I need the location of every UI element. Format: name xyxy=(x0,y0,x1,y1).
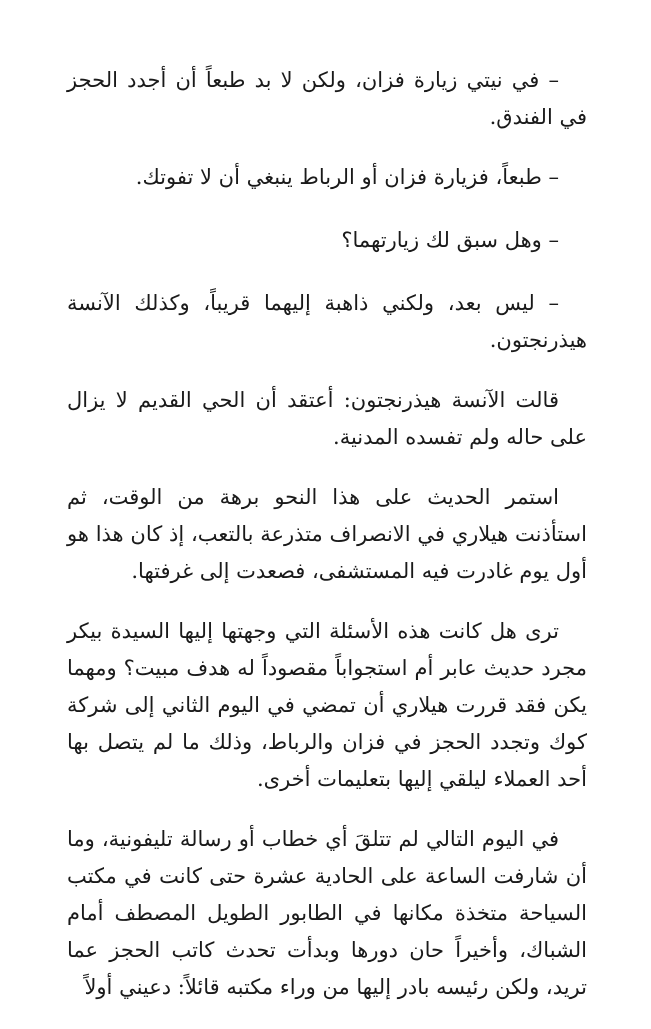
dialogue-paragraph: – وهل سبق لك زيارتهما؟ xyxy=(341,228,559,252)
body-paragraph: ترى هل كانت هذه الأسئلة التي وجهتها إليها السيدة بيكر مجرد حديث عابر أم استجواباً مقصوداً له هدف مبيت؟ ومهما يكن فقد قررت هيلاري أن تمضي في اليوم الثاني إلى شركة كوك وتجدد الحجز في فزان والرباط، وذلك ما لم يتصل بها أحد العملاء ليلقي إليها بتعليمات أخرى. xyxy=(67,619,587,791)
body-paragraph: استمر الحديث على هذا النحو برهة من الوقت، ثم استأذنت هيلاري في الانصراف متذرعة بالتعب، إذ كان هذا هو أول يوم غادرت فيه المستشفى، فصعدت إلى غرفتها. xyxy=(67,485,587,583)
dialogue-paragraph: – طبعاً، فزيارة فزان أو الرباط ينبغي أن لا تفوتك. xyxy=(135,165,559,189)
body-paragraph: في اليوم التالي لم تتلقَ أي خطاب أو رسالة تليفونية، وما أن شارفت الساعة على الحادية عشرة حتى كانت في مكتب السياحة متخذة مكانها في الطابور الطويل المصطف أمام الشباك، وأخيراً حان دورها وبدأت تحدث كاتب الحجز عما تريد، ولكن رئيسه بادر إليها من وراء مكتبه قائلاً: دعيني أولاً xyxy=(67,827,587,999)
body-paragraph: قالت الآنسة هيذرنجتون: أعتقد أن الحي القديم لا يزال على حاله ولم تفسده المدنية. xyxy=(67,388,587,449)
dialogue-paragraph: – في نيتي زيارة فزان، ولكن لا بد طبعاً أن أجدد الحجز في الفندق. xyxy=(67,68,587,129)
book-page xyxy=(67,62,587,1029)
dialogue-paragraph: – ليس بعد، ولكني ذاهبة إليهما قريباً، وكذلك الآنسة هيذرنجتون. xyxy=(67,291,587,352)
